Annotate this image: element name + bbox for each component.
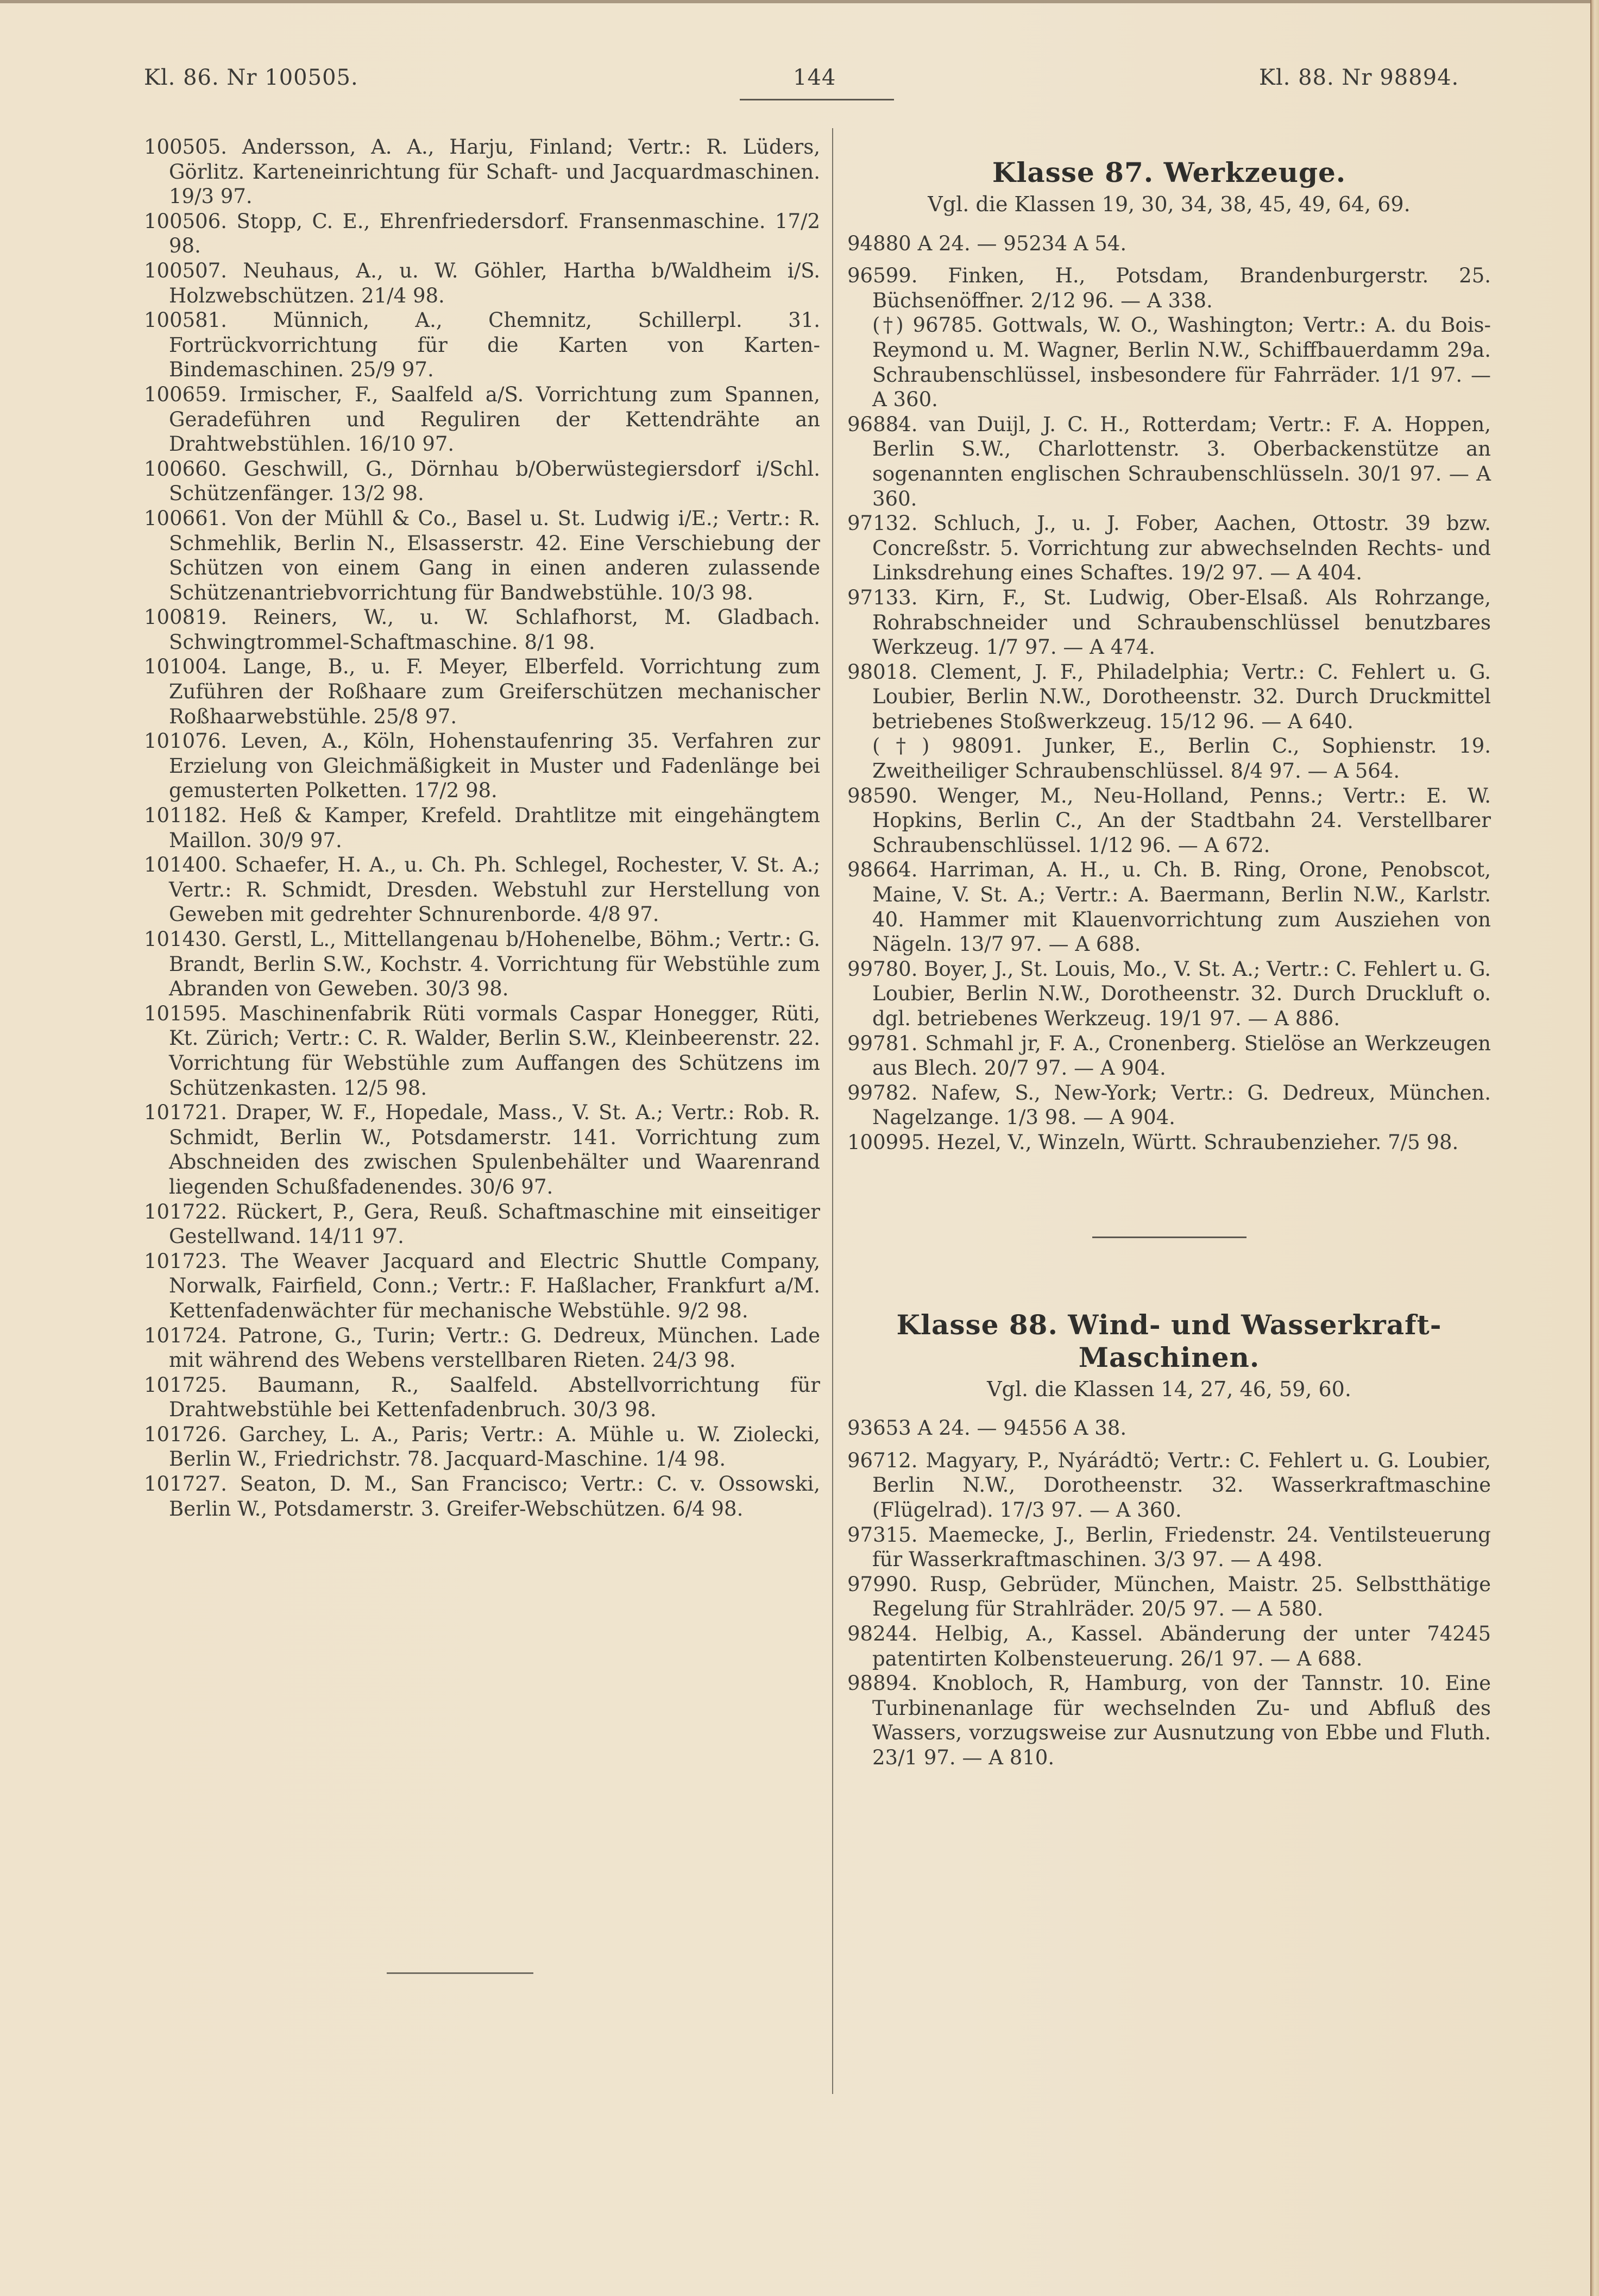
patent-entry: 101595. Maschinenfabrik Rüti vormals Caspar Honegger, Rüti, Kt. Zürich; Vertr.: C. R. Walder, Berlin S.W., Kleinbeerenstr. 22. Vorrichtung für Webstühle zum Auffangen des Schützens im Schützenkasten. 12/5 98. [144, 1001, 820, 1100]
cross-references: 93653 A 24. — 94556 A 38. [847, 1416, 1127, 1440]
patent-entry: 101182. Heß & Kamper, Krefeld. Drahtlitze mit eingehängtem Maillon. 30/9 97. [144, 804, 820, 852]
right-column [847, 135, 1491, 1770]
section-klasse-87 [847, 156, 1491, 1155]
patent-entry: 101726. Garchey, L. A., Paris; Vertr.: A. Mühle u. W. Ziolecki, Berlin W., Friedrichstr. 78. Jacquard-Maschine. 1/4 98. [144, 1422, 820, 1471]
patent-entry: 101400. Schaefer, H. A., u. Ch. Ph. Schlegel, Rochester, V. St. A.; Vertr.: R. Schmidt, Dresden. Webstuhl zur Herstellung von Geweben mit gedrehter Schnurenborde. 4/8 97. [144, 853, 820, 926]
page-number: 144 [793, 65, 836, 90]
section-klasse-88 [847, 1309, 1491, 1770]
patent-entry: 101727. Seaton, D. M., San Francisco; Vertr.: C. v. Ossowski, Berlin W., Potsdamerstr. 3. Greifer-Webschützen. 6/4 98. [144, 1472, 820, 1521]
patent-entry: 96712. Magyary, P., Nyárádtö; Vertr.: C. Fehlert u. G. Loubier, Berlin N.W., Dorotheenstr. 32. Wasserkraftmaschine (Flügelrad). 17/3 97. — A 360. [847, 1448, 1491, 1522]
patent-entry: 98894. Knobloch, R, Hamburg, von der Tannstr. 10. Eine Turbinenanlage für wechselnden Zu- und Abfluß des Wassers, vorzugsweise zur Ausnutzung von Ebbe und Fluth. 23/1 97. — A 810. [847, 1671, 1491, 1769]
patent-entry: 101724. Patrone, G., Turin; Vertr.: G. Dedreux, München. Lade mit während des Webens verstellbaren Rieten. 24/3 98. [144, 1323, 820, 1372]
cross-references: 94880 A 24. — 95234 A 54. [847, 231, 1127, 255]
patent-entry: 101076. Leven, A., Köln, Hohenstaufenring 35. Verfahren zur Erzielung von Gleichmäßigkeit in Muster und Fadenlänge bei gemusterten Polketten. 17/2 98. [144, 729, 820, 803]
patent-entry: 100659. Irmischer, F., Saalfeld a/S. Vorrichtung zum Spannen, Geradeführen und Reguliren der Kettendrähte an Drahtwebstühlen. 16/10 97. [144, 382, 820, 456]
running-header [0, 65, 1591, 98]
patent-entry: 99781. Schmahl jr, F. A., Cronenberg. Stielöse an Werkzeugen aus Blech. 20/7 97. — A 904. [847, 1031, 1491, 1080]
patent-entry: 98664. Harriman, A. H., u. Ch. B. Ring, Orone, Penobscot, Maine, V. St. A.; Vertr.: A. Baermann, Berlin N.W., Karlstr. 40. Hammer mit Klauenvorrichtung zum Ausziehen von Nägeln. 13/7 97. — A 688. [847, 858, 1491, 956]
patent-entry: 96884. van Duijl, J. C. H., Rotterdam; Vertr.: F. A. Hoppen, Berlin S.W., Charlottenstr. 3. Oberbackenstütze an sogenannten englischen Schraubenschlüsseln. 30/1 97. — A 360. [847, 412, 1491, 510]
header-rule [740, 99, 894, 100]
patent-entry: 101723. The Weaver Jacquard and Electric Shuttle Company, Norwalk, Fairfield, Conn.; Vertr.: F. Haßlacher, Frankfurt a/M. Kettenfadenwächter für mechanische Webstühle. 9/2 98. [144, 1249, 820, 1322]
patent-entry: 101721. Draper, W. F., Hopedale, Mass., V. St. A.; Vertr.: Rob. R. Schmidt, Berlin W., Potsdamerstr. 141. Vorrichtung zum Abschneiden des zwischen Spulenbehälter und Waarenrand liegenden Schußfadenendes. 30/6 97. [144, 1101, 820, 1199]
patent-entry: 98244. Helbig, A., Kassel. Abänderung der unter 74245 patentirten Kolbensteuerung. 26/1 97. — A 688. [847, 1622, 1491, 1670]
patent-entry: 100995. Hezel, V., Winzeln, Württ. Schraubenzieher. 7/5 98. [847, 1130, 1459, 1154]
patent-entry: 100505. Andersson, A. A., Harju, Finland; Vertr.: R. Lüders, Görlitz. Karteneinrichtung für Schaft- und Jacquardmaschinen. 19/3 97. [144, 135, 820, 209]
patent-entry: 97315. Maemecke, J., Berlin, Friedenstr. 24. Ventilsteuerung für Wasserkraftmaschinen. 3/3 97. — A 498. [847, 1523, 1491, 1572]
left-column [144, 135, 820, 1521]
patent-entry: 101430. Gerstl, L., Mittellangenau b/Hohenelbe, Böhm.; Vertr.: G. Brandt, Berlin S.W., Kochstr. 4. Vorrichtung für Webstühle zum Abranden von Geweben. 30/3 98. [144, 928, 820, 1001]
patent-entry: 101722. Rückert, P., Gera, Reuß. Schaftmaschine mit einseitiger Gestellwand. 14/11 97. [144, 1200, 820, 1248]
header-left: Kl. 86. Nr 100505. [144, 65, 358, 90]
column-divider [832, 128, 833, 2094]
patent-entry: 97132. Schluch, J., u. J. Fober, Aachen, Ottostr. 39 bzw. Concreßstr. 5. Vorrichtung zur abwechselnden Rechts- und Linksdrehung eines Schaftes. 19/2 97. — A 404. [847, 512, 1491, 585]
patent-entry: 100507. Neuhaus, A., u. W. Göhler, Hartha b/Waldheim i/S. Holzwebschützen. 21/4 98. [144, 258, 820, 307]
patent-entry: 98590. Wenger, M., Neu-Holland, Penns.; Vertr.: E. W. Hopkins, Berlin C., An der Stadtbahn 24. Verstellbarer Schraubenschlüssel. 1/12 96. — A 672. [847, 784, 1491, 857]
patent-entry: 100661. Von der Mühll & Co., Basel u. St. Ludwig i/E.; Vertr.: R. Schmehlik, Berlin N., Elsasserstr. 42. Eine Verschiebung der Schützen von einem Gang in einen anderen zulassende Schützenantriebvorrichtung für Bandwebstühle. 10/3 98. [144, 506, 820, 604]
patent-entry: 101004. Lange, B., u. F. Meyer, Elberfeld. Vorrichtung zum Zuführen der Roßhaare zum Greiferschützen mechanischer Roßhaarwebstühle. 25/8 97. [144, 655, 820, 728]
header-right: Kl. 88. Nr 98894. [1259, 65, 1459, 90]
patent-entry: 98018. Clement, J. F., Philadelphia; Vertr.: C. Fehlert u. G. Loubier, Berlin N.W., Dorotheenstr. 32. Durch Druckmittel betriebenes Stoßwerkzeug. 15/12 96. — A 640. [847, 660, 1491, 733]
patent-entry-expired: (†) 96785. Gottwals, W. O., Washington; Vertr.: A. du Bois-Reymond u. M. Wagner, Berlin N.W., Schiffbauerdamm 29a. Schraubenschlüssel, insbesondere für Fahrräder. 1/1 97. — A 360. [872, 313, 1491, 412]
section-title: Klasse 87. Werkzeuge. [992, 156, 1346, 188]
patent-entry: 101725. Baumann, R., Saalfeld. Abstellvorrichtung für Drahtwebstühle bei Kettenfadenbruch. 30/3 98. [144, 1373, 820, 1422]
patent-entry: 100819. Reiners, W., u. W. Schlafhorst, M. Gladbach. Schwingtrommel-Schaftmaschine. 8/1 98. [144, 605, 820, 654]
patent-entry: 99780. Boyer, J., St. Louis, Mo., V. St. A.; Vertr.: C. Fehlert u. G. Loubier, Berlin N.W., Dorotheenstr. 32. Durch Druckluft o. dgl. betriebenes Werkzeug. 19/1 97. — A 886. [847, 957, 1491, 1030]
section-title: Klasse 88. Wind- und Wasserkraft-Maschinen. [896, 1308, 1442, 1373]
page-top-shadow [0, 0, 1599, 3]
patent-entry: 97990. Rusp, Gebrüder, München, Maistr. 25. Selbstthätige Regelung für Strahlräder. 20/5 97. — A 580. [847, 1572, 1491, 1621]
see-also-classes: Vgl. die Klassen 19, 30, 34, 38, 45, 49, 64, 69. [928, 192, 1411, 216]
patent-entry: 100660. Geschwill, G., Dörnhau b/Oberwüstegiersdorf i/Schl. Schützenfänger. 13/2 98. [144, 457, 820, 506]
patent-entry: 96599. Finken, H., Potsdam, Brandenburgerstr. 25. Büchsenöffner. 2/12 96. — A 338. [847, 264, 1491, 312]
patent-entry: 99782. Nafew, S., New-York; Vertr.: G. Dedreux, München. Nagelzange. 1/3 98. — A 904. [847, 1081, 1491, 1130]
patent-entry: 100581. Münnich, A., Chemnitz, Schillerpl. 31. Fortrückvorrichtung für die Karten von Karten-Bindemaschinen. 25/9 97. [144, 308, 820, 382]
section-divider [1092, 1237, 1247, 1238]
patent-entry-expired: (†) 98091. Junker, E., Berlin C., Sophienstr. 19. Zweitheiliger Schraubenschlüssel. 8/4 97. — A 564. [872, 734, 1491, 783]
page-edge [1590, 0, 1599, 2296]
patent-entry: 100506. Stopp, C. E., Ehrenfriedersdorf. Fransenmaschine. 17/2 98. [144, 209, 820, 258]
end-of-column-rule [387, 1972, 533, 1974]
see-also-classes: Vgl. die Klassen 14, 27, 46, 59, 60. [987, 1377, 1351, 1401]
patent-entry: 97133. Kirn, F., St. Ludwig, Ober-Elsaß. Als Rohrzange, Rohrabschneider und Schraubenschlüssel benutzbares Werkzeug. 1/7 97. — A 474. [847, 585, 1491, 659]
